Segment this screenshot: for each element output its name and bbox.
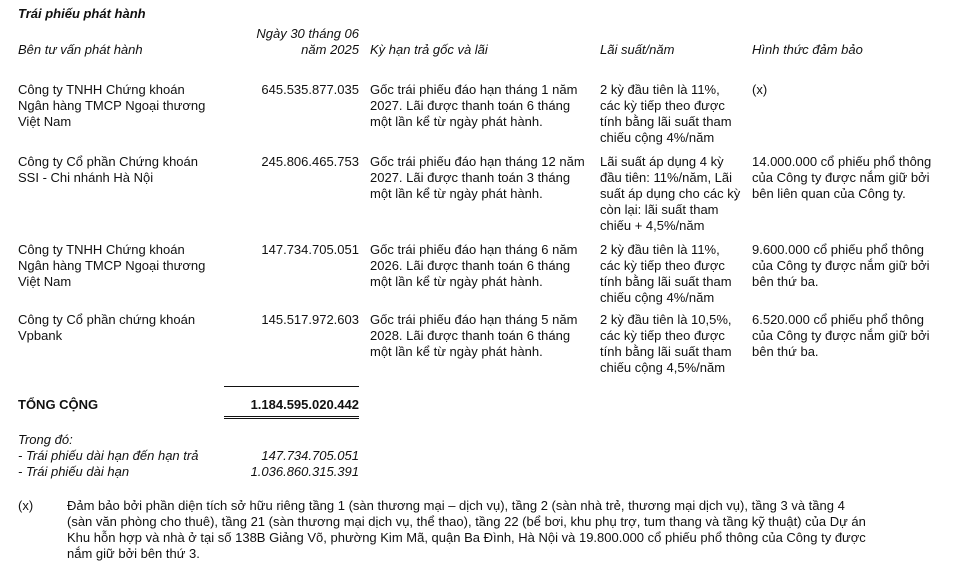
rate-line: các kỳ tiếp theo được bbox=[600, 98, 725, 113]
rate-line: 2 kỳ đầu tiên là 10,5%, bbox=[600, 312, 732, 327]
guarantee-text bbox=[752, 242, 967, 290]
rate-line: các kỳ tiếp theo được bbox=[600, 328, 725, 343]
rate-text bbox=[600, 154, 750, 234]
rate-line: chiếu cộng 4%/năm bbox=[600, 130, 715, 145]
advisor-name bbox=[18, 82, 228, 130]
rate-line: Lãi suất áp dụng 4 kỳ bbox=[600, 154, 724, 169]
advisor-name-line: Công ty TNHH Chứng khoán bbox=[18, 242, 185, 257]
term-line: 2028. Lãi được thanh toán 6 tháng bbox=[370, 328, 571, 343]
rate-line: suất áp dụng cho các kỳ bbox=[600, 186, 741, 201]
rate-line: chiếu cộng 4%/năm bbox=[600, 290, 715, 305]
advisor-name bbox=[18, 154, 228, 186]
header-guarantee: Hình thức đảm bảo bbox=[752, 42, 863, 57]
header-date bbox=[220, 26, 359, 58]
term-line: 2026. Lãi được thanh toán 6 tháng bbox=[370, 258, 571, 273]
guarantee-line: của Công ty được nắm giữ bởi bbox=[752, 258, 930, 273]
guarantee-line: 9.600.000 cổ phiếu phổ thông bbox=[752, 242, 925, 257]
bond-amount: 245.806.465.753 bbox=[261, 154, 359, 169]
rate-line: 2 kỳ đầu tiên là 11%, bbox=[600, 82, 720, 97]
bond-amount: 145.517.972.603 bbox=[261, 312, 359, 327]
term-text bbox=[370, 154, 595, 202]
term-text bbox=[370, 82, 595, 130]
guarantee-line: bên thứ ba. bbox=[752, 274, 819, 289]
section-title: Trái phiếu phát hành bbox=[18, 6, 146, 21]
footnote-text bbox=[67, 498, 967, 562]
guarantee-line: 14.000.000 cổ phiếu phổ thông bbox=[752, 154, 932, 169]
term-line: Gốc trái phiếu đáo hạn tháng 5 năm bbox=[370, 312, 578, 327]
advisor-name-line: Ngân hàng TMCP Ngoại thương bbox=[18, 98, 206, 113]
rate-line: chiếu + 4,5%/năm bbox=[600, 218, 705, 233]
total-bottom-rule bbox=[224, 416, 359, 417]
guarantee-line: bên liên quan của Công ty. bbox=[752, 186, 906, 201]
rate-text bbox=[600, 242, 750, 306]
guarantee-text bbox=[752, 312, 967, 360]
guarantee-line: (x) bbox=[752, 82, 768, 97]
advisor-name-line: Vpbank bbox=[18, 328, 63, 343]
total-top-rule bbox=[224, 386, 359, 387]
advisor-name-line: Việt Nam bbox=[18, 114, 72, 129]
total-label: TỔNG CỘNG bbox=[18, 397, 99, 412]
term-line: một lần kể từ ngày phát hành. bbox=[370, 114, 543, 129]
rate-line: tính bằng lãi suất tham bbox=[600, 274, 732, 289]
term-text bbox=[370, 312, 595, 360]
guarantee-text bbox=[752, 154, 967, 202]
term-line: một lần kể từ ngày phát hành. bbox=[370, 186, 543, 201]
term-line: một lần kể từ ngày phát hành. bbox=[370, 344, 543, 359]
breakdown-label: Trong đó: bbox=[18, 432, 73, 447]
guarantee-text bbox=[752, 82, 967, 98]
advisor-name-line: SSI - Chi nhánh Hà Nội bbox=[18, 170, 154, 185]
term-line: một lần kể từ ngày phát hành. bbox=[370, 274, 543, 289]
breakdown-item-value: 147.734.705.051 bbox=[261, 448, 359, 463]
footnote-line: Khu hỗn hợp và nhà ở tại số 138B Giảng Võ, phường Kim Mã, quận Ba Đình, Hà Nội và 19.800.000 cổ phiếu phổ thông của Công ty được bbox=[67, 530, 866, 545]
bond-amount: 645.535.877.035 bbox=[261, 82, 359, 97]
term-line: Gốc trái phiếu đáo hạn tháng 1 năm bbox=[370, 82, 578, 97]
header-rate: Lãi suất/năm bbox=[600, 42, 675, 57]
rate-line: tính bằng lãi suất tham bbox=[600, 344, 732, 359]
rate-line: 2 kỳ đầu tiên là 11%, bbox=[600, 242, 720, 257]
breakdown-item-label: - Trái phiếu dài hạn đến hạn trả bbox=[18, 448, 199, 463]
bond-amount: 147.734.705.051 bbox=[261, 242, 359, 257]
footnote-line: nắm giữ bởi bên thứ 3. bbox=[67, 546, 200, 561]
breakdown-item-label: - Trái phiếu dài hạn bbox=[18, 464, 130, 479]
rate-line: còn lại: lãi suất tham bbox=[600, 202, 719, 217]
guarantee-line: của Công ty được nắm giữ bởi bbox=[752, 170, 930, 185]
rate-line: đầu tiên: 11%/năm, Lãi bbox=[600, 170, 733, 185]
advisor-name-line: Công ty Cổ phần Chứng khoán bbox=[18, 154, 198, 169]
rate-text bbox=[600, 82, 750, 146]
advisor-name bbox=[18, 312, 228, 344]
advisor-name-line: Công ty Cổ phần chứng khoán bbox=[18, 312, 196, 327]
rate-line: chiếu cộng 4,5%/năm bbox=[600, 360, 726, 375]
advisor-name-line: Ngân hàng TMCP Ngoại thương bbox=[18, 258, 206, 273]
header-term: Kỳ hạn trả gốc và lãi bbox=[370, 42, 488, 57]
footnote-mark: (x) bbox=[18, 498, 34, 513]
advisor-name-line: Công ty TNHH Chứng khoán bbox=[18, 82, 185, 97]
total-value: 1.184.595.020.442 bbox=[250, 397, 359, 412]
guarantee-line: bên thứ ba. bbox=[752, 344, 819, 359]
term-text bbox=[370, 242, 595, 290]
rate-line: các kỳ tiếp theo được bbox=[600, 258, 725, 273]
term-line: 2027. Lãi được thanh toán 6 tháng bbox=[370, 98, 571, 113]
guarantee-line: 6.520.000 cổ phiếu phổ thông bbox=[752, 312, 925, 327]
advisor-name-line: Việt Nam bbox=[18, 274, 72, 289]
header-date-line: năm 2025 bbox=[301, 42, 359, 57]
total-bottom-rule-double bbox=[224, 418, 359, 419]
rate-text bbox=[600, 312, 750, 376]
breakdown-item-value: 1.036.860.315.391 bbox=[250, 464, 359, 479]
header-date-line: Ngày 30 tháng 06 bbox=[256, 26, 359, 41]
advisor-name bbox=[18, 242, 228, 290]
header-advisor: Bên tư vấn phát hành bbox=[18, 42, 143, 57]
guarantee-line: của Công ty được nắm giữ bởi bbox=[752, 328, 930, 343]
term-line: 2027. Lãi được thanh toán 3 tháng bbox=[370, 170, 571, 185]
footnote-line: Đảm bảo bởi phần diện tích sở hữu riêng tầng 1 (sàn thương mại – dịch vụ), tầng 2 (sàn nhà trẻ, thương mại dịch vụ), tầng 3 và tầng 4 bbox=[67, 498, 845, 513]
footnote-line: (sàn văn phòng cho thuê), tầng 21 (sàn thương mại dịch vụ, thể thao), tầng 22 (bể bơi, khu phụ trợ, tum thang và tầng kỹ thuật) của Dự án bbox=[67, 514, 866, 529]
term-line: Gốc trái phiếu đáo hạn tháng 12 năm bbox=[370, 154, 585, 169]
term-line: Gốc trái phiếu đáo hạn tháng 6 năm bbox=[370, 242, 578, 257]
rate-line: tính bằng lãi suất tham bbox=[600, 114, 732, 129]
